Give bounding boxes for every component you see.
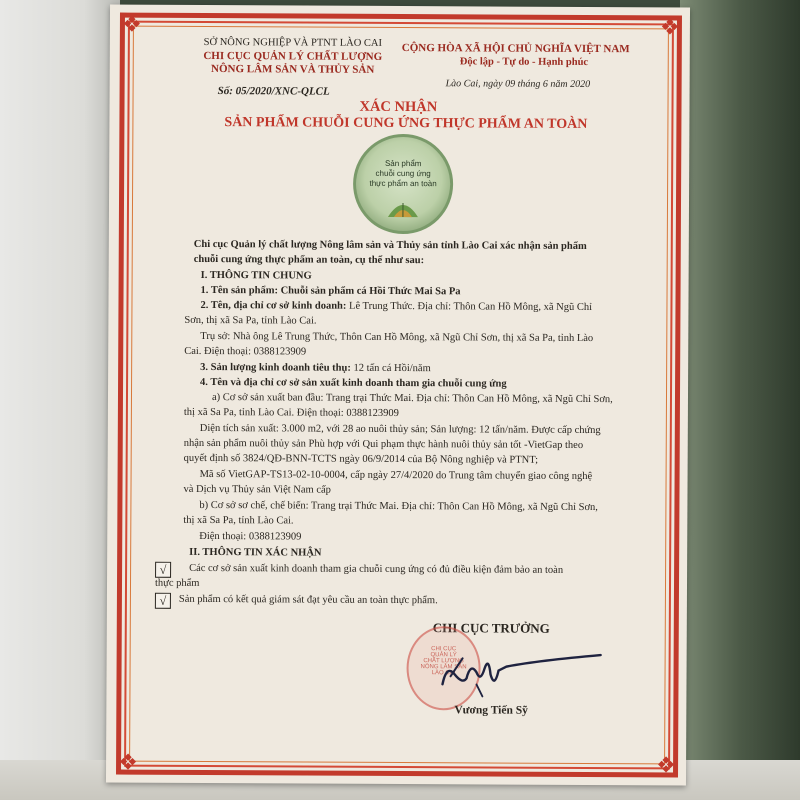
- business-info: 2. Tên, địa chỉ cơ sở kinh doanh: Lê Trung Thức. Địa chỉ: Thôn Can Hồ Mông, xã Ngũ Chỉ: [200, 299, 593, 314]
- safe-food-chain-logo: [353, 134, 454, 235]
- background-right: [680, 0, 800, 800]
- agency-line3: NÔNG LÂM SẢN VÀ THỦY SẢN: [211, 63, 375, 76]
- official-stamp: CHI CỤC QUẢN LÝ CHẤT LƯỢNG NÔNG LÂM SẢN LÀO CAI: [406, 626, 480, 710]
- certificate-paper: [106, 4, 690, 785]
- primary-facility-line1: a) Cơ sở sản xuất ban đầu: Trang trại Thức Mai. Địa chỉ: Thôn Can Hồ Mông, xã Ngũ Chỉ Sơn,: [211, 392, 613, 406]
- intro-line2: chuỗi cung ứng thực phẩm an toàn, cụ thể như sau:: [193, 253, 425, 267]
- processing-line1: b) Cơ sở sơ chế, chế biến: Trang trại Thức Mai. Địa chỉ: Thôn Can Hồ Mông, xã Ngũ Chỉ Sơn,: [199, 499, 598, 514]
- corner-ornament-icon: ❖: [121, 11, 142, 37]
- nation-motto: Độc lập - Tự do - Hạnh phúc: [459, 56, 589, 68]
- agency-line1: SỞ NÔNG NGHIỆP VÀ PTNT LÀO CAI: [203, 36, 383, 49]
- intro-line1: Chi cục Quản lý chất lượng Nông lâm sản và Thủy sản tỉnh Lào Cai xác nhận sản phẩm: [193, 238, 587, 252]
- background-left: [0, 0, 120, 800]
- item4-heading: 4. Tên và địa chỉ cơ sở sản xuất kinh doanh tham gia chuỗi cung ứng: [200, 376, 507, 390]
- document-title: XÁC NHẬN: [359, 98, 438, 116]
- sales-volume: 3. Sản lượng kinh doanh tiêu thụ: 12 tấn cá Hồi/năm: [200, 361, 431, 375]
- agency-line2: CHI CỤC QUẢN LÝ CHẤT LƯỢNG: [203, 49, 383, 63]
- corner-ornament-icon: ❖: [118, 749, 138, 775]
- code-line2: và Dịch vụ Thủy sản Việt Nam cấp: [183, 483, 331, 496]
- document-subtitle: SẢN PHẨM CHUỖI CUNG ỨNG THỰC PHẨM AN TOÀN: [224, 115, 588, 132]
- logo-text: Sản phẩm chuỗi cung ứng thực phẩm an toàn: [369, 158, 437, 189]
- corner-ornament-icon: ❖: [659, 14, 680, 40]
- check1-line2: thực phẩm: [154, 577, 200, 589]
- primary-facility-line2: thị xã Sa Pa, tỉnh Lào Cai. Điện thoại: 0388123909: [183, 406, 399, 420]
- processing-phone: Điện thoại: 0388123909: [199, 530, 302, 543]
- office-line2: Cai. Điện thoại: 0388123909: [184, 345, 307, 358]
- signer-name: Vương Tiến Sỹ: [454, 704, 528, 717]
- office-line1: Trụ sở: Nhà ông Lê Trung Thức, Thôn Can Hồ Mông, xã Ngũ Chỉ Sơn, thị xã Sa Pa, tỉnh Lào: [200, 330, 594, 345]
- handwritten-signature: [436, 644, 606, 705]
- business-info-cont: Sơn, thị xã Sa Pa, tỉnh Lào Cai.: [184, 314, 317, 327]
- corner-ornament-icon: ❖: [656, 752, 676, 778]
- product-name: 1. Tên sản phẩm: Chuỗi sản phẩm cá Hồi Thức Mai Sa Pa: [200, 284, 461, 298]
- checkbox-conditions: √: [155, 562, 171, 578]
- section2-heading: II. THÔNG TIN XÁC NHẬN: [189, 546, 322, 559]
- checkbox-monitoring: √: [155, 593, 171, 609]
- certificate-content: [106, 4, 690, 785]
- area-line3: quyết định số 3824/QĐ-BNN-TCTS ngày 06/9/2014 của Bộ Nông nghiệp và PTNT;: [183, 452, 539, 466]
- check2-line: Sản phẩm có kết quả giám sát đạt yêu cầu an toàn thực phẩm.: [178, 593, 438, 607]
- processing-line2: thị xã Sa Pa, tỉnh Lào Cai.: [183, 514, 294, 527]
- issue-date: Lào Cai, ngày 09 tháng 6 năm 2020: [445, 78, 591, 91]
- area-line2: nhận sản phẩm nuôi thủy sản Phù hợp với Qui phạm thực hành nuôi thủy sản tốt -VietGap theo: [183, 437, 584, 451]
- code-line1: Mã số VietGAP-TS13-02-10-0004, cấp ngày 27/4/2020 do Trung tâm chuyển giao công nghệ: [199, 468, 593, 483]
- leaf-emblem-icon: [386, 197, 420, 219]
- document-number: Số: 05/2020/XNC-QLCL: [217, 85, 330, 98]
- signer-title: CHI CỤC TRƯỞNG: [432, 620, 550, 636]
- check1-line1: Các cơ sở sản xuất kinh doanh tham gia chuỗi cung ứng có đủ điều kiện đảm bảo an toàn: [189, 562, 564, 576]
- area-line1: Diện tích sản xuất: 3.000 m2, với 28 ao nuôi thủy sản; Sản lượng: 12 tấn/năm. Được cấp chứng: [199, 422, 601, 437]
- nation-title: CỘNG HÒA XÃ HỘI CHỦ NGHĨA VIỆT NAM: [401, 42, 630, 56]
- section1-heading: I. THÔNG TIN CHUNG: [200, 269, 312, 282]
